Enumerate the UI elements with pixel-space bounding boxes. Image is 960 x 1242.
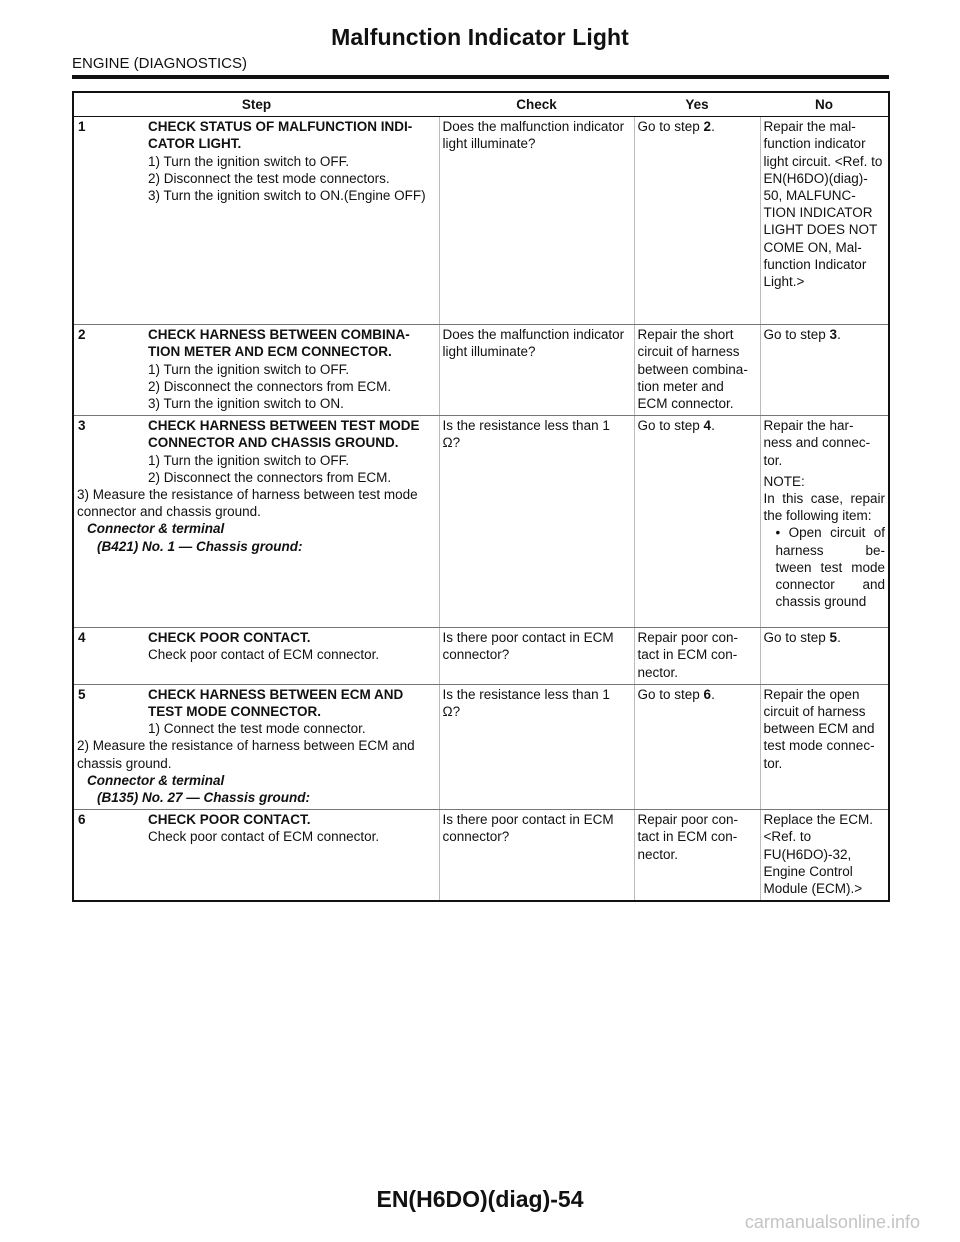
table-row	[73, 325, 889, 416]
diagnostic-table	[72, 91, 890, 902]
table-header-row	[73, 92, 889, 117]
column-header-yes: Yes	[634, 92, 760, 117]
step-title: CHECK POOR CONTACT.	[148, 812, 311, 828]
no-step-link[interactable]: 3	[829, 327, 838, 343]
check-cell: Does the malfunction indicator light illuminate?	[439, 325, 634, 416]
check-cell: Does the malfunction indicator light illuminate?	[439, 117, 634, 325]
step-cell	[73, 117, 439, 325]
yes-step-link[interactable]: 2	[703, 119, 712, 135]
yes-suffix: .	[711, 686, 715, 702]
yes-prefix: Go to step	[637, 119, 704, 135]
yes-cell	[634, 117, 760, 325]
step-line: 1) Turn the ignition switch to OFF.	[148, 153, 350, 169]
step-number: 5	[78, 686, 86, 702]
note-label: NOTE:	[763, 473, 805, 489]
table-row	[73, 810, 889, 902]
step-title: CHECK POOR CONTACT.	[148, 630, 311, 646]
step-cell	[73, 684, 439, 809]
no-suffix: .	[837, 327, 841, 343]
connector-terminal-spec: (B421) No. 1 — Chassis ground:	[97, 538, 303, 554]
step-cell	[73, 628, 439, 685]
no-cell	[760, 325, 889, 416]
header-rule	[72, 75, 889, 79]
section-name: ENGINE (DIAGNOSTICS)	[72, 55, 248, 72]
yes-suffix: .	[711, 119, 715, 135]
yes-prefix: Go to step	[637, 686, 704, 702]
connector-terminal-spec: (B135) No. 27 — Chassis ground:	[97, 790, 311, 806]
yes-step-link[interactable]: 4	[703, 418, 712, 434]
no-cell	[760, 416, 889, 628]
step-line: 2) Disconnect the connectors from ECM.	[148, 469, 392, 485]
no-cell: Repair the mal- function indicator light circuit. <Ref. to EN(H6DO)(diag)- 50, MALFUNC- TION INDICATOR LIGHT DOES NOT COME ON, Mal- function Indicator Light.>	[760, 117, 889, 325]
yes-cell: Repair poor con- tact in ECM con- nector.	[634, 810, 760, 902]
yes-cell	[634, 416, 760, 628]
step-number: 3	[78, 418, 86, 434]
no-prefix: Go to step	[763, 630, 830, 646]
column-header-step: Step	[73, 92, 439, 117]
watermark: carmanualsonline.info	[744, 1212, 920, 1232]
no-cell: Repair the open circuit of harness between ECM and test mode connec- tor.	[760, 684, 889, 809]
check-cell: Is the resistance less than 1 Ω?	[439, 684, 634, 809]
yes-cell	[634, 684, 760, 809]
step-line: 2) Disconnect the test mode connectors.	[148, 170, 390, 186]
step-cell	[73, 325, 439, 416]
no-text: Repair the har- ness and connec- tor.	[763, 418, 871, 468]
table-row	[73, 628, 889, 685]
step-number: 2	[78, 327, 86, 343]
page-number: EN(H6DO)(diag)-54	[376, 1186, 584, 1212]
step-line: 3) Measure the resistance of harness between test mode connector and chassis ground.	[77, 487, 418, 520]
column-header-no: No	[760, 92, 889, 117]
step-cell	[73, 810, 439, 902]
step-number: 1	[78, 119, 86, 135]
yes-suffix: .	[711, 418, 715, 434]
page-title: Malfunction Indicator Light	[331, 24, 629, 50]
step-title: CHECK HARNESS BETWEEN ECM AND TEST MODE CONNECTOR.	[148, 686, 404, 720]
step-number: 4	[78, 630, 86, 646]
no-cell: Replace the ECM. <Ref. to FU(H6DO)-32, Engine Control Module (ECM).>	[760, 810, 889, 902]
no-step-link[interactable]: 5	[829, 630, 838, 646]
step-line: 2) Disconnect the connectors from ECM.	[148, 378, 392, 394]
step-line: 1) Turn the ignition switch to OFF.	[148, 452, 350, 468]
step-line: 3) Turn the ignition switch to ON.(Engine OFF)	[148, 188, 426, 204]
step-line: 3) Turn the ignition switch to ON.	[148, 396, 344, 412]
connector-terminal-label: Connector & terminal	[87, 772, 225, 788]
note-text: In this case, repair the following item:	[763, 491, 885, 524]
check-cell: Is there poor contact in ECM connector?	[439, 810, 634, 902]
table-row	[73, 416, 889, 628]
no-cell	[760, 628, 889, 685]
table-row	[73, 117, 889, 325]
yes-prefix: Go to step	[637, 418, 704, 434]
step-title: CHECK STATUS OF MALFUNCTION INDI- CATOR LIGHT.	[148, 119, 413, 152]
step-cell	[73, 416, 439, 628]
step-title: CHECK HARNESS BETWEEN COMBINA- TION METER AND ECM CONNECTOR.	[148, 327, 410, 360]
yes-cell: Repair the short circuit of harness between combina- tion meter and ECM connector.	[634, 325, 760, 416]
step-line: Check poor contact of ECM connector.	[148, 829, 380, 845]
step-line: 1) Turn the ignition switch to OFF.	[148, 361, 350, 377]
check-cell: Is the resistance less than 1 Ω?	[439, 416, 634, 628]
step-line: 2) Measure the resistance of harness between ECM and chassis ground.	[77, 738, 415, 771]
note-bullet: • Open circuit of harness be- tween test mode connector and chassis ground	[775, 525, 885, 610]
step-line: Check poor contact of ECM connector.	[148, 647, 380, 663]
step-line: 1) Connect the test mode connector.	[148, 721, 366, 737]
column-header-check: Check	[439, 92, 634, 117]
check-cell: Is there poor contact in ECM connector?	[439, 628, 634, 685]
yes-step-link[interactable]: 6	[703, 686, 712, 702]
connector-terminal-label: Connector & terminal	[87, 521, 225, 537]
no-prefix: Go to step	[763, 327, 830, 343]
step-title: CHECK HARNESS BETWEEN TEST MODE CONNECTOR AND CHASSIS GROUND.	[148, 418, 420, 451]
step-number: 6	[78, 812, 86, 828]
no-suffix: .	[837, 630, 841, 646]
yes-cell: Repair poor con- tact in ECM con- nector.	[634, 628, 760, 685]
table-row	[73, 684, 889, 809]
